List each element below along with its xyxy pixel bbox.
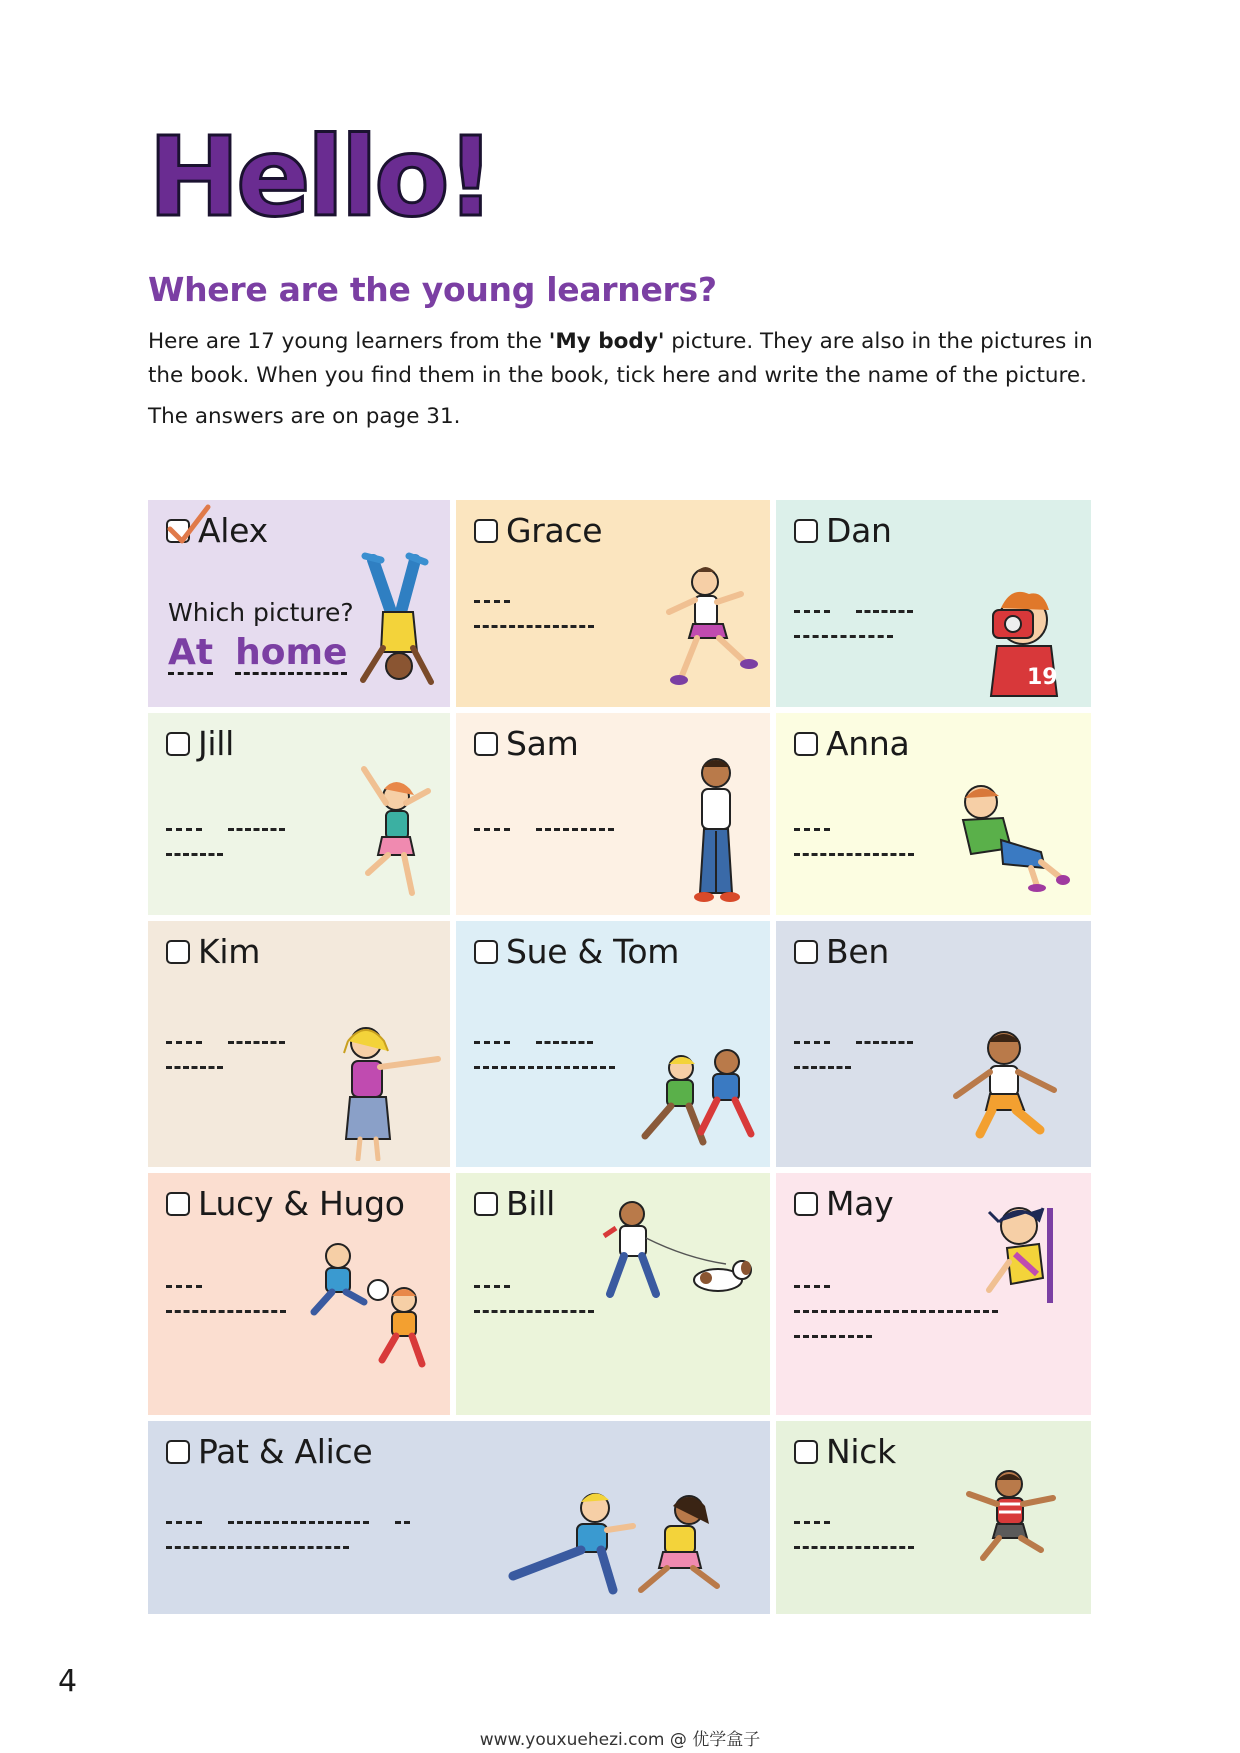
- card-sam: [456, 713, 770, 915]
- answer-lines: [166, 1521, 410, 1571]
- word-blank[interactable]: [474, 1285, 510, 1288]
- answer-lines: [166, 828, 285, 878]
- section-subtitle: Where are the young learners?: [148, 270, 717, 309]
- lucy-hugo-checkbox[interactable]: [166, 1192, 190, 1216]
- word-blank[interactable]: [794, 1310, 998, 1313]
- page-number: 4: [58, 1664, 78, 1699]
- answer-lines: [474, 600, 594, 650]
- sam-thinking-illustration: [676, 751, 756, 906]
- answer-line[interactable]: [166, 1285, 286, 1288]
- answer-lines: [474, 1285, 594, 1335]
- answer-lines: [166, 1041, 285, 1091]
- sue-tom-checkbox[interactable]: [474, 940, 498, 964]
- answer-line[interactable]: [166, 1521, 410, 1524]
- word-blank[interactable]: [794, 1521, 830, 1524]
- word-blank[interactable]: [794, 1066, 851, 1069]
- learner-name: Grace: [506, 511, 603, 550]
- word-blank[interactable]: [794, 853, 914, 856]
- answer-line[interactable]: [794, 853, 914, 856]
- grace-running-illustration: [651, 560, 761, 690]
- pat-alice-chasing-illustration: [503, 1486, 733, 1601]
- lucy-hugo-football-illustration: [298, 1238, 438, 1373]
- may-checkbox[interactable]: [794, 1192, 818, 1216]
- word-blank[interactable]: [474, 625, 594, 628]
- answer-line[interactable]: [166, 1041, 285, 1044]
- learner-name: Kim: [198, 932, 261, 971]
- word-blank[interactable]: [228, 1041, 285, 1044]
- answer-line[interactable]: [474, 625, 594, 628]
- word-blank[interactable]: [166, 1285, 202, 1288]
- footer-url: www.youxuehezi.com @ 优学盒子: [479, 1730, 761, 1750]
- answer-line[interactable]: [474, 828, 614, 831]
- card-sue-tom: [456, 921, 770, 1167]
- answer-lines: [794, 1521, 914, 1571]
- alex-handstand-illustration: [353, 552, 443, 692]
- answer-lines: [794, 1285, 998, 1360]
- kim-pointing-illustration: [328, 1021, 448, 1161]
- alex-answer: [168, 634, 347, 675]
- word-blank[interactable]: [228, 828, 285, 831]
- word-blank[interactable]: [794, 610, 830, 613]
- alex-checkbox[interactable]: [166, 519, 190, 543]
- dan-checkbox[interactable]: [794, 519, 818, 543]
- nick-checkbox[interactable]: [794, 1440, 818, 1464]
- learner-name: Lucy & Hugo: [198, 1184, 405, 1223]
- card-jill: [148, 713, 450, 915]
- card-may: [776, 1173, 1091, 1415]
- anna-sitting-illustration: [941, 778, 1071, 893]
- card-nick: [776, 1421, 1091, 1614]
- answer-line[interactable]: [794, 828, 914, 831]
- word-blank[interactable]: [794, 828, 830, 831]
- nick-jumping-illustration: [961, 1466, 1061, 1566]
- word-blank[interactable]: [474, 600, 510, 603]
- dan-camera-illustration: [971, 580, 1071, 700]
- answer-line[interactable]: [794, 1310, 998, 1313]
- learner-name: Bill: [506, 1184, 555, 1223]
- learner-name: Jill: [198, 724, 235, 763]
- card-lucy-hugo: [148, 1173, 450, 1415]
- page-title: Hello!: [148, 113, 492, 241]
- grace-checkbox[interactable]: [474, 519, 498, 543]
- learner-name: Dan: [826, 511, 892, 550]
- may-peeking-illustration: [981, 1198, 1061, 1303]
- word-blank[interactable]: [166, 828, 202, 831]
- answers-note: The answers are on page 31.: [148, 404, 461, 429]
- intro-part-1: Here are 17 young learners from the: [148, 329, 549, 354]
- word-blank[interactable]: [166, 1310, 286, 1313]
- intro-part-2: picture. They are also in the pictures in the book. When you find them in the book, tick here and write the name of the picture.: [148, 329, 1093, 388]
- word-blank[interactable]: [856, 610, 913, 613]
- word-blank[interactable]: [166, 1066, 223, 1069]
- word-blank[interactable]: [794, 1041, 830, 1044]
- word-blank[interactable]: [794, 635, 893, 638]
- answer-word: home: [235, 632, 348, 673]
- which-picture-label: Which picture?: [168, 598, 354, 627]
- answer-line[interactable]: [166, 1546, 410, 1549]
- answer-line[interactable]: [166, 853, 285, 856]
- card-kim: [148, 921, 450, 1167]
- answer-line[interactable]: [794, 1521, 914, 1524]
- answer-line[interactable]: [474, 1285, 594, 1288]
- word-blank[interactable]: [536, 828, 614, 831]
- answer-lines: [794, 610, 913, 660]
- card-anna: [776, 713, 1091, 915]
- card-bill: [456, 1173, 770, 1415]
- word-blank[interactable]: [474, 828, 510, 831]
- answer-line[interactable]: [166, 1066, 285, 1069]
- answer-line[interactable]: [794, 1335, 998, 1338]
- card-pat-alice: [148, 1421, 770, 1614]
- answer-word: At: [168, 632, 214, 673]
- answer-line[interactable]: [794, 1546, 914, 1549]
- word-blank[interactable]: [395, 1521, 410, 1524]
- sam-checkbox[interactable]: [474, 732, 498, 756]
- intro-text: [148, 325, 1108, 393]
- word-blank[interactable]: [166, 853, 223, 856]
- answer-line[interactable]: [474, 1310, 594, 1313]
- word-blank[interactable]: [856, 1041, 913, 1044]
- answer-line[interactable]: [166, 1310, 286, 1313]
- card-dan: [776, 500, 1091, 707]
- card-grace: [456, 500, 770, 707]
- word-blank[interactable]: [166, 1546, 349, 1549]
- card-ben: [776, 921, 1091, 1167]
- answer-line[interactable]: [794, 610, 913, 613]
- svg-text:19: 19: [1027, 665, 1058, 690]
- answer-lines: [474, 1041, 615, 1091]
- intro-bold: 'My body': [548, 329, 665, 354]
- answer-line[interactable]: [166, 828, 285, 831]
- learner-name: Ben: [826, 932, 889, 971]
- word-blank[interactable]: [228, 1521, 369, 1524]
- answer-line[interactable]: [794, 1285, 998, 1288]
- word-blank[interactable]: [794, 1335, 872, 1338]
- learner-name: Nick: [826, 1432, 896, 1471]
- tick-mark-icon: [166, 503, 212, 547]
- learner-name: Sam: [506, 724, 579, 763]
- answer-lines: [166, 1285, 286, 1335]
- bill-dog-walking-illustration: [586, 1198, 761, 1303]
- learner-name: Pat & Alice: [198, 1432, 373, 1471]
- word-blank[interactable]: [166, 1041, 202, 1044]
- answer-lines: [794, 1041, 913, 1091]
- learners-grid: [148, 500, 1091, 1629]
- ben-jumping-illustration: [946, 1026, 1066, 1146]
- answer-line[interactable]: [794, 1041, 913, 1044]
- answer-line[interactable]: [474, 600, 594, 603]
- ben-checkbox[interactable]: [794, 940, 818, 964]
- learner-name: Alex: [198, 511, 268, 550]
- answer-line[interactable]: [794, 635, 913, 638]
- bill-checkbox[interactable]: [474, 1192, 498, 1216]
- word-blank[interactable]: [536, 1041, 593, 1044]
- jill-checkbox[interactable]: [166, 732, 190, 756]
- learner-name: Anna: [826, 724, 910, 763]
- kim-checkbox[interactable]: [166, 940, 190, 964]
- word-blank[interactable]: [794, 1546, 914, 1549]
- learner-name: Sue & Tom: [506, 932, 680, 971]
- word-blank[interactable]: [474, 1041, 510, 1044]
- sue-tom-running-illustration: [631, 1046, 761, 1151]
- word-blank[interactable]: [474, 1066, 615, 1069]
- anna-checkbox[interactable]: [794, 732, 818, 756]
- word-blank[interactable]: [794, 1285, 830, 1288]
- answer-line[interactable]: [474, 1041, 615, 1044]
- jill-jumping-illustration: [348, 763, 438, 903]
- card-alex: [148, 500, 450, 707]
- learner-name: May: [826, 1184, 894, 1223]
- answer-lines: [474, 828, 614, 853]
- word-blank[interactable]: [166, 1521, 202, 1524]
- word-blank[interactable]: [474, 1310, 594, 1313]
- answer-lines: [794, 828, 914, 878]
- answer-line[interactable]: [474, 1066, 615, 1069]
- pat-alice-checkbox[interactable]: [166, 1440, 190, 1464]
- answer-line[interactable]: [794, 1066, 913, 1069]
